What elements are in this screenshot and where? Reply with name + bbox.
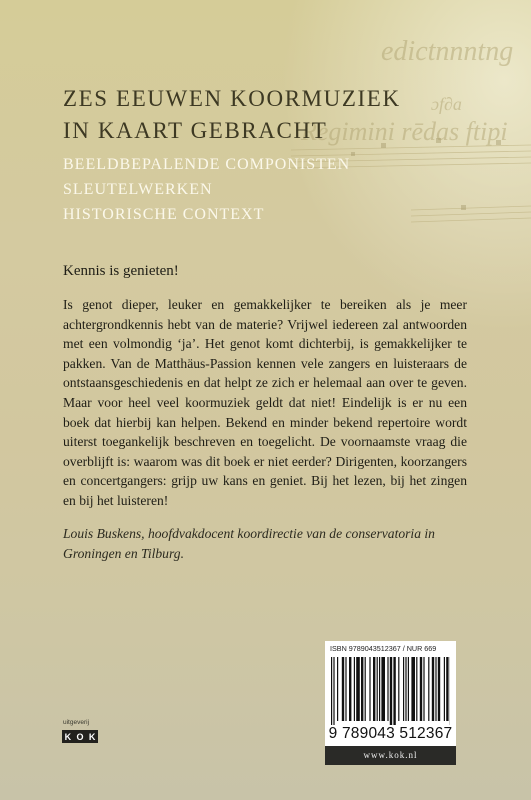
publisher-label: uitgeverij: [63, 719, 90, 726]
subtitle-list: [63, 152, 463, 227]
logo-letter-k1: K: [64, 731, 72, 742]
barcode-icon: [331, 657, 450, 725]
logo-letter-k2: K: [88, 731, 96, 742]
svg-text:edictnnntng: edictnnntng: [381, 36, 514, 67]
kok-publisher-logo: [62, 730, 98, 743]
subtitle-composers: BEELDBEPALENDE COMPONISTEN: [63, 156, 351, 173]
endorsement-quote: Louis Buskens, hoofdvakdocent koordirectie van de conservatoria in Groningen en Tilburg.: [63, 526, 435, 561]
subtitle-key-works: SLEUTELWERKEN: [63, 181, 213, 198]
title-line-2: IN KAART GEBRACHT: [63, 118, 328, 143]
svg-text:ɔf∂a: ɔf∂a: [431, 94, 462, 114]
book-title: [63, 83, 483, 147]
tagline: Kennis is genieten!: [63, 263, 179, 279]
barcode-panel: [325, 641, 456, 765]
isbn-digits: 9 789043 512367: [328, 725, 453, 742]
isbn-nur-line: ISBN 9789043512367 / NUR 669: [330, 644, 437, 653]
svg-text:Regimini rēdas ftipi: Regimini rēdas ftipi: [301, 117, 508, 146]
logo-letter-o: O: [76, 731, 84, 742]
blurb-paragraph: Is genot dieper, leuker en gemakkelijker te bereiken als je meer achtergrondkennis hebt van de materie? Vrijwel iedereen zal antwoorden met een volmondig ‘ja’. Het genot komt dichterbij, is gemakkelijker te pakken. Van de Matthäus-Passion kennen vele zangers en luisteraars de ontstaansgeschiedenis en dat helpt ze zich er helemaal aan over te geven. Maar voor heel veel koormuziek geldt dat niet! Eindelijk is er nu een boek dat hierbij kan helpen. Bekend en minder bekend repertoire wordt uiterst toegankelijk beschreven en toegelicht. De voornaamste vraag die overblijft is: waarom was dit boek er niet eerder? Dirigenten, koorzangers en concertgangers: grijp uw kans en geniet. Bij het lezen, bij het zingen en bij het luisteren!: [63, 297, 467, 508]
subtitle-historical-context: HISTORISCHE CONTEXT: [63, 206, 265, 223]
title-line-1: ZES EEUWEN KOORMUZIEK: [63, 86, 401, 111]
publisher-url: www.kok.nl: [325, 746, 456, 765]
